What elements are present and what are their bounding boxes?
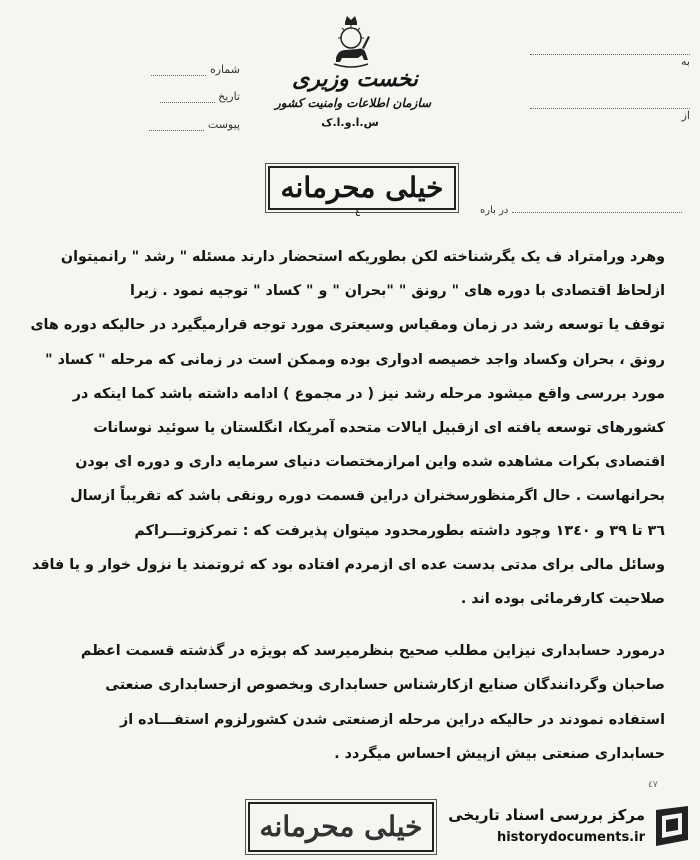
org-subtitle: سازمان اطلاعات وامنیت کشور [274,96,432,110]
page-number: ٤٧ [648,780,658,790]
body-line: استفاده نمودند در حالیکه دراین مرحله ازصنعتی شدن کشورلزوم استفـــاده از [120,711,665,728]
org-code: س.ا.و.ا.ک [321,116,379,129]
bottom-confidential-stamp: خیلی محرمانه [248,802,434,852]
top-confidential-stamp: خیلی محرمانه [268,166,456,210]
watermark-title: مرکز بررسی اسناد تاریخی [448,806,645,824]
body-line: حسابداری صنعتی بیش ازپیش احساس میگردد . [334,745,665,762]
org-title: نخست وزیری [292,66,418,92]
body-line: ٣٦ تا ٣٩ و ١٣٤٠ وجود داشته بطورمحدود میتوان پذیرفت که : تمرکزوتـــراکم [134,522,665,539]
body-line: ازلحاظ اقتصادی با دوره های " رونق " "بحران " و " کساد " توجیه نمود . زیرا [129,283,665,300]
watermark-url: historydocuments.ir [496,830,645,845]
number-label: شماره [209,63,240,76]
date-label: تاریخ [218,90,240,103]
subject-label: در باره [480,205,509,216]
body-line: وسائل مالی برای مدتی بدست عده ای ازمردم افتاده بود که ثروتمند یا نزول خوار و یا فاقد [31,556,665,573]
body-line: درمورد حسابداری نیزاین مطلب صحیح بنظرمیرسد که بویژه در گذشته قسمت اعظم [80,643,665,660]
number-field [140,63,240,76]
attachment-field [140,118,240,131]
attachment-label: پیوست [207,118,240,131]
lion-and-sun-emblem [328,14,374,70]
letter-body [30,240,665,771]
subject-field [480,205,682,216]
body-line: کشورهای توسعه یافته ای ازقبیل ایالات متحده آمریکا، انگلستان یا سوئید نوسانات [93,420,665,437]
body-line: مورد بررسی واقع میشود مرحله رشد نیز ( در مجموع ) ادامه داشته باشد کما اینکه در [72,385,665,402]
to-label: به [681,55,690,68]
date-field [140,90,240,103]
body-line: بحرانهاست . حال اگرمنظورسخنران دراین قسمت دوره رونقی باشد که تقریباً ازسال [70,488,665,505]
archive-logo-icon [652,804,692,848]
body-line: صلاحیت کارفرمائی بوده اند . [460,591,665,608]
body-line: رونق ، بحران وکساد واجد خصیصه ادواری بوده وممکن است در زمانی که مرحله " کساد " [45,351,665,368]
body-line: صاحبان وگردانندگان صنایع ازکارشناس حسابداری وبخصوص ازحسابداری صنعتی [105,677,665,694]
from-label: از [681,109,690,122]
from-field [520,96,690,122]
body-line: وهرد ورامتراد ف یک یگرشناخته لکن بطوریکه استحضار دارند مسئله " رشد " رانمیتوان [60,249,665,265]
body-line: اقتصادی بکرات مشاهده شده واین امرازمختصات دنیای سرمایه داری و دوره ای بودن [75,454,665,471]
subject-mark: ٤ [355,206,361,219]
body-line: توقف یا توسعه رشد در زمان ومقیاس وسیعتری مورد توجه قرارمیگیرد در حالیکه دوره های [30,317,665,334]
to-field [520,42,690,68]
